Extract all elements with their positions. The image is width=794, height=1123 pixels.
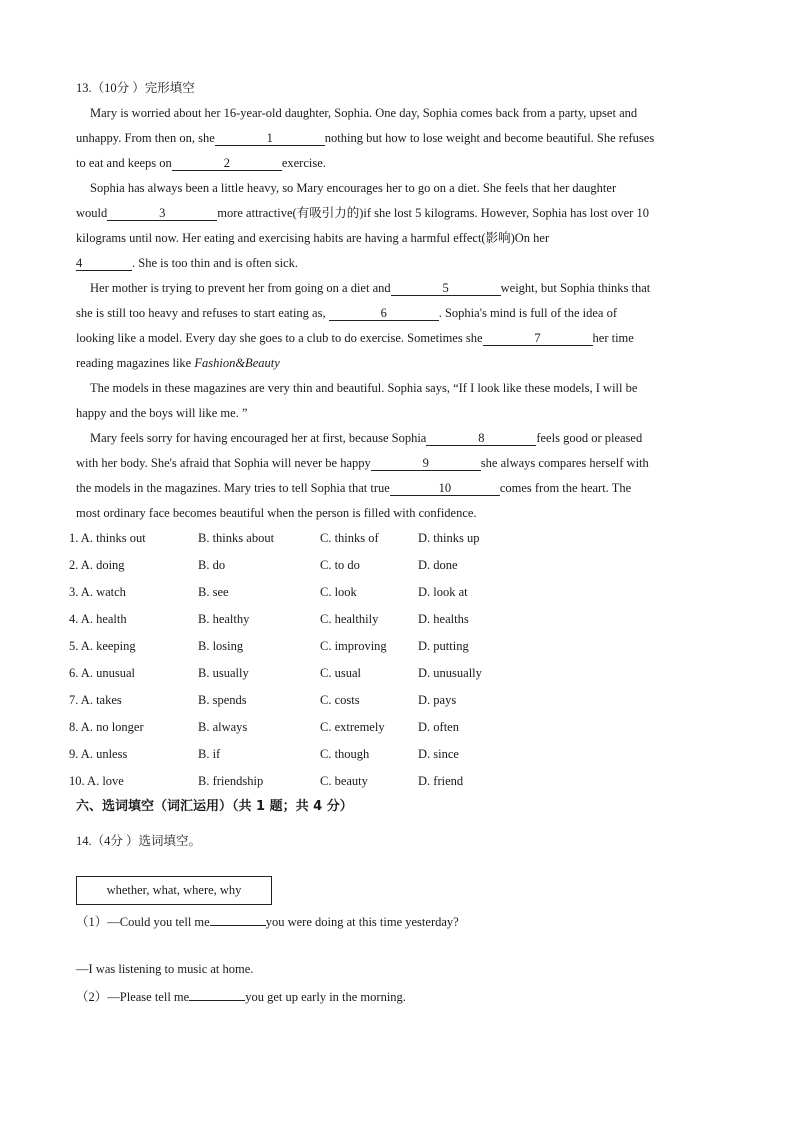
- option-choice[interactable]: B. always: [198, 720, 248, 734]
- cloze-blank-9[interactable]: 9: [371, 456, 481, 471]
- passage-text: . She is too thin and is often sick.: [132, 256, 298, 270]
- option-choice[interactable]: C. usual: [320, 666, 361, 680]
- passage-text: Mary feels sorry for having encouraged her at first, because Sophia: [90, 431, 427, 445]
- option-choice[interactable]: B. healthy: [198, 612, 250, 626]
- passage-line: [76, 305, 617, 321]
- q14-reply-1: —I was listening to music at home.: [76, 962, 254, 976]
- option-choice[interactable]: B. losing: [198, 639, 244, 653]
- cloze-blank-6[interactable]: 6: [329, 306, 439, 321]
- option-choice[interactable]: C. healthily: [320, 612, 379, 626]
- passage-text: the models in the magazines. Mary tries to tell Sophia that true: [76, 481, 390, 495]
- option-choice[interactable]: 7. A. takes: [69, 693, 122, 707]
- passage-text: with her body. She's afraid that Sophia will never be happy: [76, 456, 371, 470]
- passage-text: nothing but how to lose weight and become beautiful. She refuses: [324, 131, 655, 145]
- passage-line: [76, 255, 298, 271]
- passage-line: [76, 505, 477, 521]
- option-choice[interactable]: C. extremely: [320, 720, 385, 734]
- option-choice[interactable]: B. do: [198, 558, 226, 572]
- q14-item-2: [76, 986, 406, 1005]
- option-choice[interactable]: D. thinks up: [418, 531, 480, 545]
- item-number: （2）: [76, 990, 108, 1004]
- passage-line: [90, 430, 642, 446]
- option-choice[interactable]: D. friend: [418, 774, 464, 788]
- passage-text: weight, but Sophia thinks that: [500, 281, 651, 295]
- item-rest: you get up early in the morning.: [245, 990, 406, 1004]
- q13-header: 13.（10分 ）完形填空: [76, 81, 195, 95]
- passage-text: kilograms until now. Her eating and exercising habits are having a harmful effect(影响)On her: [76, 231, 550, 245]
- option-choice[interactable]: D. done: [418, 558, 458, 572]
- option-choice[interactable]: C. thinks of: [320, 531, 379, 545]
- cloze-blank-3[interactable]: 3: [107, 206, 217, 221]
- option-choice[interactable]: C. though: [320, 747, 370, 761]
- cloze-blank-1[interactable]: 1: [215, 131, 325, 146]
- cloze-blank-8[interactable]: 8: [426, 431, 536, 446]
- option-choice[interactable]: 3. A. watch: [69, 585, 126, 599]
- passage-text: reading magazines like: [76, 356, 195, 370]
- passage-line: [90, 380, 637, 396]
- passage-line: [76, 330, 634, 346]
- passage-text: Sophia has always been a little heavy, so Mary encourages her to go on a diet. She feels that her daughter: [90, 181, 617, 195]
- cloze-blank-5[interactable]: 5: [391, 281, 501, 296]
- magazine-title: Fashion&Beauty: [194, 356, 280, 370]
- passage-text: most ordinary face becomes beautiful when the person is filled with confidence.: [76, 506, 477, 520]
- item-prompt: —Could you tell me: [107, 915, 210, 929]
- option-choice[interactable]: D. healths: [418, 612, 469, 626]
- passage-text: her time: [592, 331, 634, 345]
- passage-text: she always compares herself with: [480, 456, 649, 470]
- answer-blank[interactable]: [189, 986, 245, 1001]
- passage-text: . Sophia's mind is full of the idea of: [438, 306, 618, 320]
- option-choice[interactable]: D. pays: [418, 693, 457, 707]
- passage-text: The models in these magazines are very thin and beautiful. Sophia says, “If I look like these models, I will be: [90, 381, 638, 395]
- passage-line: [90, 105, 637, 121]
- passage-text: Her mother is trying to prevent her from going on a diet and: [90, 281, 391, 295]
- option-choice[interactable]: B. see: [198, 585, 229, 599]
- option-choice[interactable]: 9. A. unless: [69, 747, 128, 761]
- q14-header: 14.（4分 ）选词填空。: [76, 834, 202, 848]
- passage-line: [90, 180, 616, 196]
- option-choice[interactable]: D. often: [418, 720, 459, 734]
- option-choice[interactable]: B. friendship: [198, 774, 264, 788]
- passage-text: happy and the boys will like me. ”: [76, 406, 248, 420]
- answer-blank[interactable]: [210, 911, 266, 926]
- option-choice[interactable]: 1. A. thinks out: [69, 531, 146, 545]
- passage-line: [76, 455, 649, 471]
- passage-line: [76, 155, 326, 171]
- passage-text: she is still too heavy and refuses to start eating as,: [76, 306, 329, 320]
- option-choice[interactable]: C. to do: [320, 558, 360, 572]
- passage-text: to eat and keeps on: [76, 156, 172, 170]
- passage-line: [76, 230, 549, 246]
- option-choice[interactable]: C. improving: [320, 639, 387, 653]
- passage-text: comes from the heart. The: [499, 481, 632, 495]
- option-choice[interactable]: D. unusually: [418, 666, 482, 680]
- passage-text: more attractive(有吸引力的)if she lost 5 kilograms. However, Sophia has lost over 10: [217, 206, 649, 220]
- passage-line: [76, 405, 248, 421]
- passage-line: [76, 480, 631, 496]
- passage-line: [90, 280, 650, 296]
- option-choice[interactable]: 4. A. health: [69, 612, 127, 626]
- word-box: whether, what, where, why: [76, 876, 272, 905]
- option-choice[interactable]: D. putting: [418, 639, 469, 653]
- passage-text: exercise.: [281, 156, 326, 170]
- cloze-blank-4[interactable]: 4: [76, 256, 132, 271]
- passage-line: [76, 355, 280, 371]
- item-number: （1）: [76, 915, 108, 929]
- cloze-blank-10[interactable]: 10: [390, 481, 500, 496]
- passage-text: feels good or pleased: [536, 431, 643, 445]
- option-choice[interactable]: B. thinks about: [198, 531, 275, 545]
- cloze-blank-2[interactable]: 2: [172, 156, 282, 171]
- option-choice[interactable]: B. spends: [198, 693, 247, 707]
- q14-item-1: [76, 911, 459, 930]
- option-choice[interactable]: 8. A. no longer: [69, 720, 144, 734]
- option-choice[interactable]: B. if: [198, 747, 221, 761]
- passage-line: [76, 205, 649, 221]
- item-prompt: —Please tell me: [107, 990, 190, 1004]
- option-choice[interactable]: D. since: [418, 747, 459, 761]
- option-choice[interactable]: 10. A. love: [69, 774, 124, 788]
- option-choice[interactable]: D. look at: [418, 585, 468, 599]
- section-6-title: 六、选词填空（词汇运用）（共 1 题；共 4 分）: [76, 799, 353, 814]
- option-choice[interactable]: 2. A. doing: [69, 558, 125, 572]
- option-choice[interactable]: C. look: [320, 585, 357, 599]
- passage-text: Mary is worried about her 16-year-old daughter, Sophia. One day, Sophia comes back from a party, upset and: [90, 106, 638, 120]
- passage-text: looking like a model. Every day she goes to a club to do exercise. Sometimes she: [76, 331, 483, 345]
- option-choice[interactable]: B. usually: [198, 666, 249, 680]
- item-rest: you were doing at this time yesterday?: [265, 915, 459, 929]
- option-choice[interactable]: 6. A. unusual: [69, 666, 135, 680]
- passage-text: would: [76, 206, 108, 220]
- passage-text: unhappy. From then on, she: [76, 131, 215, 145]
- option-choice[interactable]: C. costs: [320, 693, 360, 707]
- option-choice[interactable]: C. beauty: [320, 774, 368, 788]
- passage-line: [76, 130, 654, 146]
- cloze-blank-7[interactable]: 7: [483, 331, 593, 346]
- option-choice[interactable]: 5. A. keeping: [69, 639, 136, 653]
